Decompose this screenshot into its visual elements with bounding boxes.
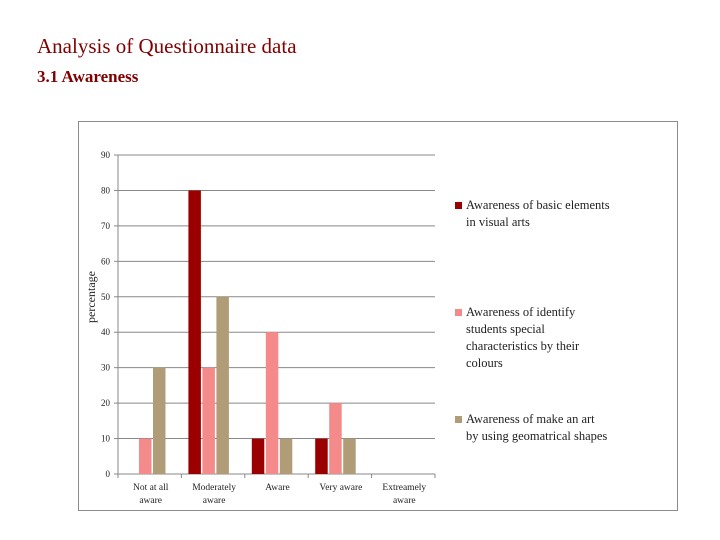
- legend-swatch: [455, 309, 462, 316]
- legend-label: Awareness of identify students special characteristics by their colours: [466, 305, 580, 370]
- bar: [153, 368, 166, 474]
- category-labels: [133, 483, 426, 506]
- bar: [315, 439, 328, 474]
- y-tick-label: 90: [101, 150, 110, 160]
- x-category-label: Moderately aware: [192, 483, 236, 506]
- legend-swatch: [455, 202, 462, 209]
- legend-label: Awareness of make an art by using geomatrical shapes: [466, 412, 608, 443]
- bar: [216, 297, 229, 474]
- x-category-label: Very aware: [319, 483, 363, 493]
- y-tick-label: 50: [101, 291, 110, 302]
- legend-swatch: [455, 416, 462, 423]
- legend: [455, 198, 610, 443]
- y-tick-label: 0: [105, 469, 110, 479]
- bar: [343, 439, 356, 474]
- x-category-label: Extreamely aware: [382, 483, 427, 506]
- legend-label: Awareness of basic elements in visual arts: [466, 198, 610, 229]
- bar: [280, 439, 293, 474]
- y-tick-label: 30: [101, 362, 110, 373]
- x-category-label: Aware: [265, 483, 290, 493]
- section-subtitle: 3.1 Awareness: [37, 67, 139, 86]
- bar: [139, 439, 152, 474]
- y-axis-label: percentage: [84, 271, 98, 323]
- y-tick-label: 20: [101, 398, 110, 409]
- y-tick-label: 40: [101, 327, 110, 338]
- bar: [188, 190, 201, 474]
- y-tick-label: 60: [101, 256, 110, 267]
- bar: [202, 368, 215, 474]
- page-title: Analysis of Questionnaire data: [37, 34, 297, 58]
- x-category-label: Not at all aware: [133, 483, 169, 506]
- y-tick-label: 70: [101, 220, 110, 231]
- bar: [329, 403, 342, 474]
- bar: [252, 439, 264, 474]
- y-tick-label: 10: [101, 433, 110, 444]
- y-tick-label: 80: [101, 185, 110, 196]
- bar: [266, 332, 279, 474]
